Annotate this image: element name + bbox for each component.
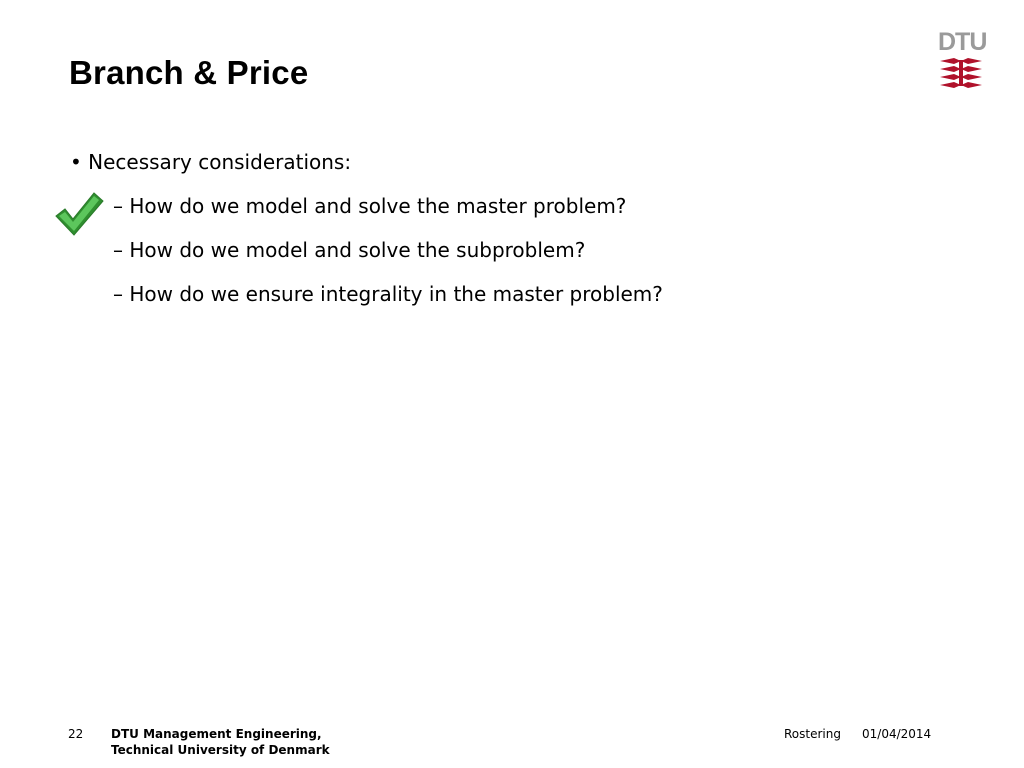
- bullet-item: • Necessary considerations:: [70, 150, 352, 174]
- institution-line1: DTU Management Engineering,: [111, 727, 322, 741]
- sub-item-integrality: – How do we ensure integrality in the master problem?: [113, 282, 663, 306]
- page-number: 22: [68, 727, 84, 741]
- dtu-logo-text: DTU: [938, 28, 987, 56]
- sub-item-subproblem: – How do we model and solve the subproblem?: [113, 238, 586, 262]
- institution-line2: Technical University of Denmark: [111, 743, 330, 757]
- institution: [111, 726, 330, 758]
- dtu-logo: [938, 28, 987, 94]
- bullet-list: [70, 148, 663, 324]
- footer-topic: Rostering: [784, 727, 841, 741]
- sub-item-master: – How do we model and solve the master problem?: [113, 194, 627, 218]
- footer-date: 01/04/2014: [862, 727, 932, 741]
- dtu-logo-mark-icon: [940, 58, 982, 90]
- slide-title: Branch & Price: [69, 54, 309, 91]
